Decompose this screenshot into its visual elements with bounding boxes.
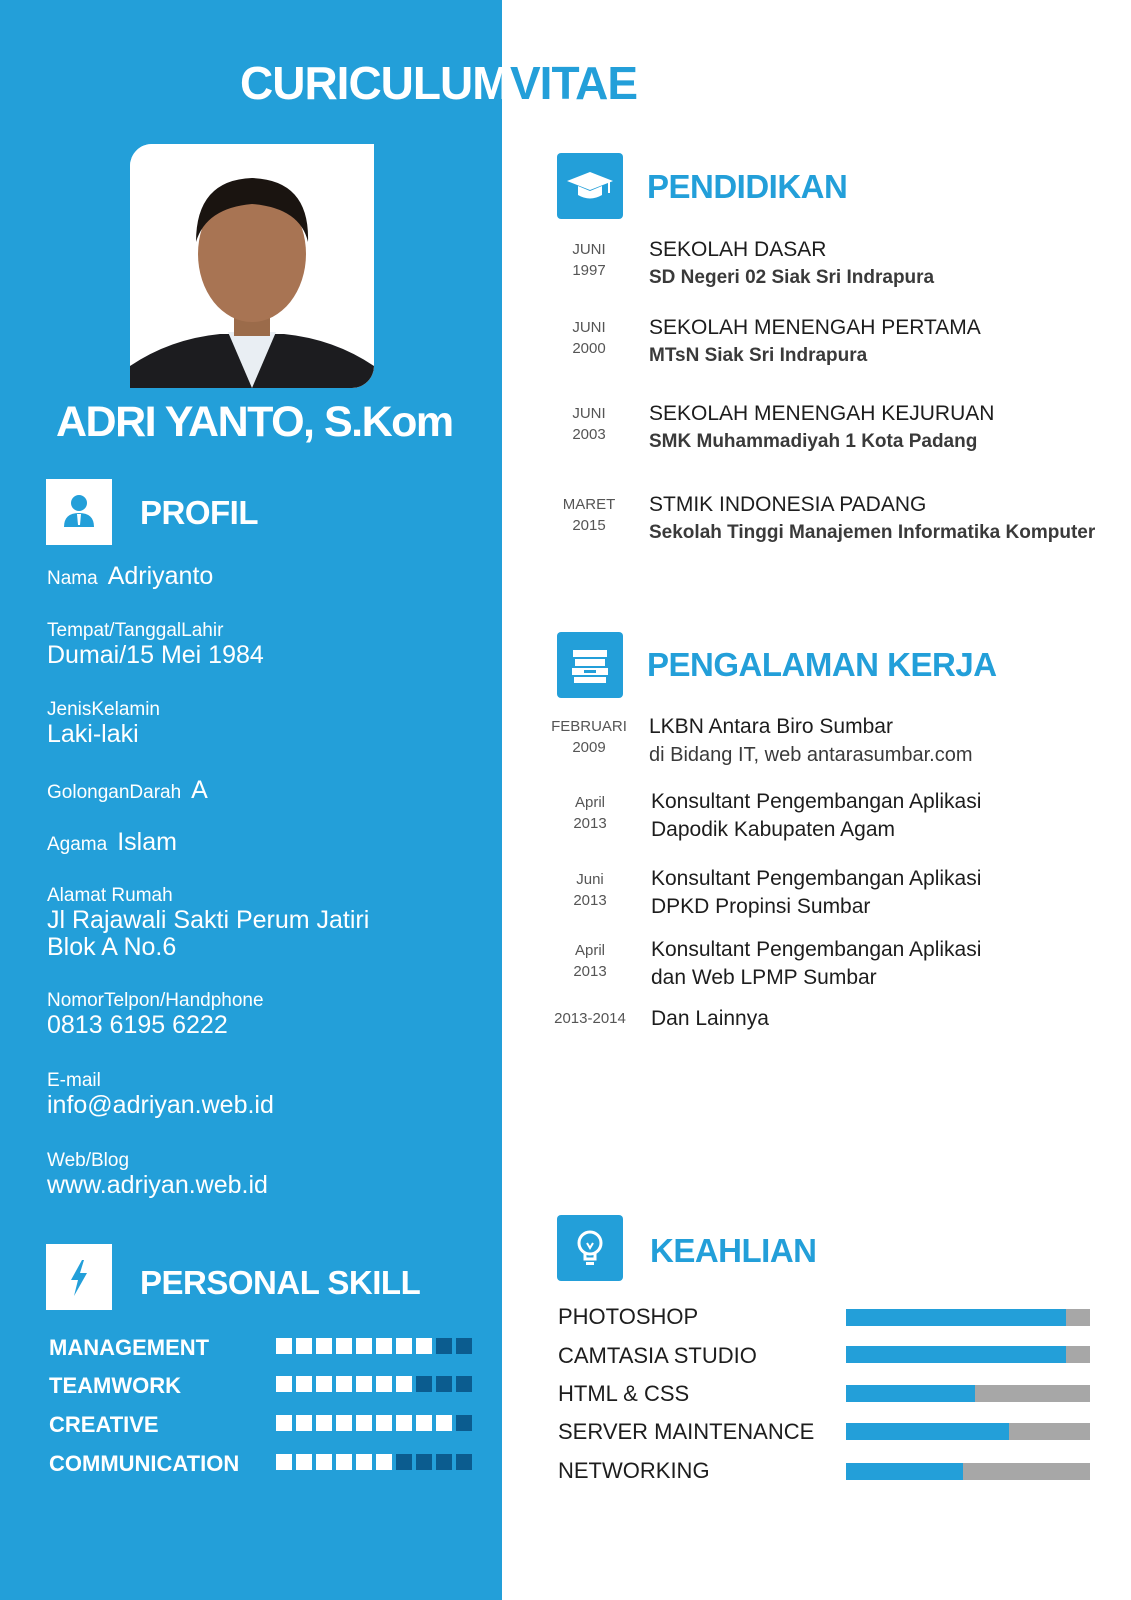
skill-square (436, 1415, 452, 1431)
skill-square (456, 1376, 472, 1392)
job-month: April (574, 942, 605, 959)
job-entry (651, 865, 981, 921)
skill-square (456, 1415, 472, 1431)
edu-month: MARET (562, 496, 616, 513)
skill-square (276, 1376, 292, 1392)
field-label: NomorTelpon/Handphone (47, 990, 264, 1011)
field-value: Dumai/15 Mei 1984 (47, 641, 264, 669)
job-date (545, 869, 635, 911)
field-value: info@adriyan.web.id (47, 1091, 274, 1119)
skill-square (356, 1338, 372, 1354)
skill-square (316, 1415, 332, 1431)
field-alamat (47, 885, 369, 961)
field-value: Laki-laki (47, 720, 139, 748)
pengalaman-title: PENGALAMAN KERJA (647, 646, 997, 683)
keahlian-bar-fill (846, 1346, 1066, 1363)
skill-square (436, 1376, 452, 1392)
job-line1: Konsultant Pengembangan Aplikasi (651, 790, 982, 813)
keahlian-name: SERVER MAINTENANCE (558, 1419, 815, 1444)
books-icon (557, 632, 623, 698)
job-line1: Dan Lainnya (651, 1007, 769, 1030)
field-value: Islam (117, 828, 177, 856)
pendidikan-section-icon (557, 153, 623, 219)
skill-square (356, 1376, 372, 1392)
skill-level-squares (276, 1415, 476, 1431)
edu-year: 2015 (572, 517, 606, 534)
field-label: E-mail (47, 1070, 101, 1091)
edu-school: SD Negeri 02 Siak Sri Indrapura (649, 267, 935, 288)
skill-name: TEAMWORK (49, 1373, 181, 1398)
skill-square (376, 1376, 392, 1392)
field-label: GolonganDarah (47, 782, 182, 803)
edu-school: MTsN Siak Sri Indrapura (649, 345, 868, 366)
edu-level: SEKOLAH MENENGAH KEJURUAN (649, 402, 995, 425)
profile-title: PROFIL (140, 494, 258, 531)
field-email (47, 1070, 274, 1119)
edu-level: STMIK INDONESIA PADANG (649, 493, 927, 516)
job-entry (651, 936, 981, 992)
edu-entry (649, 491, 1095, 547)
skill-square (376, 1454, 392, 1470)
skill-square (316, 1376, 332, 1392)
keahlian-bar-fill (846, 1463, 963, 1480)
skill-square (416, 1376, 432, 1392)
profile-photo (130, 144, 374, 388)
personal-skill-section-icon (46, 1244, 112, 1310)
edu-entry (649, 236, 934, 292)
lightbulb-icon (557, 1215, 623, 1281)
skill-level-squares (276, 1376, 476, 1392)
field-telepon (47, 990, 264, 1039)
skill-square (396, 1376, 412, 1392)
edu-date (544, 317, 634, 359)
edu-school: SMK Muhammadiyah 1 Kota Padang (649, 431, 978, 452)
field-value: A (191, 776, 208, 804)
keahlian-name: CAMTASIA STUDIO (558, 1343, 757, 1368)
pengalaman-section-icon (557, 632, 623, 698)
skill-square (356, 1454, 372, 1470)
field-value: Blok A No.6 (47, 933, 177, 961)
skill-square (436, 1338, 452, 1354)
field-web (47, 1150, 268, 1199)
edu-date (544, 239, 634, 281)
skill-square (336, 1338, 352, 1354)
field-golongan-darah (47, 777, 208, 804)
field-label: Nama (47, 568, 98, 589)
skill-square (296, 1338, 312, 1354)
keahlian-bar (846, 1423, 1090, 1440)
skill-square (276, 1415, 292, 1431)
field-agama (47, 829, 177, 856)
field-value: Adriyanto (107, 562, 214, 590)
profile-section-icon (46, 479, 112, 545)
job-line1: Konsultant Pengembangan Aplikasi (651, 938, 982, 961)
skill-square (296, 1454, 312, 1470)
skill-square (456, 1454, 472, 1470)
job-entry (651, 788, 981, 844)
lightning-icon (46, 1244, 112, 1310)
keahlian-section-icon (557, 1215, 623, 1281)
keahlian-name: NETWORKING (558, 1458, 710, 1483)
edu-year: 2000 (572, 340, 606, 357)
keahlian-name: HTML & CSS (558, 1381, 690, 1406)
skill-square (336, 1415, 352, 1431)
job-line2: di Bidang IT, web antarasumbar.com (649, 744, 973, 766)
edu-date (544, 403, 634, 445)
skill-name: CREATIVE (49, 1412, 159, 1437)
title-left: CURICULUM (240, 57, 510, 109)
skill-square (436, 1454, 452, 1470)
skill-level-squares (276, 1338, 476, 1354)
keahlian-bar (846, 1463, 1090, 1480)
skill-name: MANAGEMENT (49, 1335, 210, 1360)
edu-year: 1997 (572, 262, 606, 279)
keahlian-name: PHOTOSHOP (558, 1304, 699, 1329)
title-right: VITAE (510, 57, 638, 109)
skill-square (416, 1454, 432, 1470)
skill-square (456, 1338, 472, 1354)
field-value: www.adriyan.web.id (47, 1171, 268, 1199)
job-entry (649, 713, 973, 769)
pendidikan-title: PENDIDIKAN (647, 168, 848, 205)
keahlian-bar-fill (846, 1385, 975, 1402)
edu-month: JUNI (572, 405, 606, 422)
user-icon (46, 479, 112, 545)
keahlian-bar (846, 1385, 1090, 1402)
skill-square (416, 1415, 432, 1431)
job-year: 2009 (572, 739, 606, 756)
field-jenis-kelamin (47, 699, 160, 748)
job-month: April (574, 794, 605, 811)
job-year: 2013 (573, 892, 607, 909)
field-label: Tempat/TanggalLahir (47, 620, 224, 641)
skill-level-squares (276, 1454, 476, 1470)
skill-square (316, 1338, 332, 1354)
edu-month: JUNI (572, 241, 606, 258)
job-line2: dan Web LPMP Sumbar (651, 966, 877, 989)
skill-square (276, 1338, 292, 1354)
job-line2: Dapodik Kabupaten Agam (651, 818, 896, 841)
skill-square (356, 1415, 372, 1431)
job-year: 2013 (573, 815, 607, 832)
edu-date (544, 494, 634, 536)
edu-school: Sekolah Tinggi Manajemen Informatika Komputer (649, 522, 1096, 543)
skill-square (396, 1415, 412, 1431)
job-year: 2013 (573, 963, 607, 980)
job-month: Juni (576, 871, 604, 888)
job-date (545, 792, 635, 834)
skill-name: COMMUNICATION (49, 1451, 240, 1476)
field-label: Alamat Rumah (47, 885, 173, 906)
skill-square (416, 1338, 432, 1354)
job-month: FEBRUARI (551, 718, 627, 735)
person-name: ADRI YANTO, S.Kom (56, 398, 453, 446)
field-label: Agama (47, 834, 108, 855)
edu-level: SEKOLAH MENENGAH PERTAMA (649, 316, 981, 339)
job-line1: Konsultant Pengembangan Aplikasi (651, 867, 982, 890)
job-date (544, 716, 634, 758)
keahlian-title: KEAHLIAN (650, 1232, 817, 1269)
edu-level: SEKOLAH DASAR (649, 238, 827, 261)
personal-skill-title: PERSONAL SKILL (140, 1264, 421, 1301)
job-date (545, 1008, 635, 1029)
job-range: 2013-2014 (554, 1010, 626, 1027)
field-ttl (47, 620, 264, 669)
person-photo-icon (130, 144, 374, 388)
edu-entry (649, 400, 994, 456)
edu-entry (649, 314, 981, 370)
field-value: 0813 6195 6222 (47, 1011, 228, 1039)
field-nama (47, 563, 213, 590)
field-label: Web/Blog (47, 1150, 130, 1171)
keahlian-bar (846, 1346, 1090, 1363)
skill-square (396, 1338, 412, 1354)
field-value: Jl Rajawali Sakti Perum Jatiri (47, 906, 370, 934)
skill-square (316, 1454, 332, 1470)
field-label: JenisKelamin (47, 699, 160, 720)
job-date (545, 940, 635, 982)
job-line1: LKBN Antara Biro Sumbar (649, 715, 893, 738)
skill-square (376, 1338, 392, 1354)
skill-square (376, 1415, 392, 1431)
keahlian-bar-fill (846, 1309, 1066, 1326)
job-entry (651, 1005, 769, 1033)
skill-square (336, 1454, 352, 1470)
job-line2: DPKD Propinsi Sumbar (651, 895, 871, 918)
skill-square (336, 1376, 352, 1392)
edu-month: JUNI (572, 319, 606, 336)
skill-square (296, 1376, 312, 1392)
skill-square (396, 1454, 412, 1470)
graduation-cap-icon (557, 153, 623, 219)
skill-square (276, 1454, 292, 1470)
edu-year: 2003 (572, 426, 606, 443)
keahlian-bar-fill (846, 1423, 1009, 1440)
keahlian-bar (846, 1309, 1090, 1326)
skill-square (296, 1415, 312, 1431)
